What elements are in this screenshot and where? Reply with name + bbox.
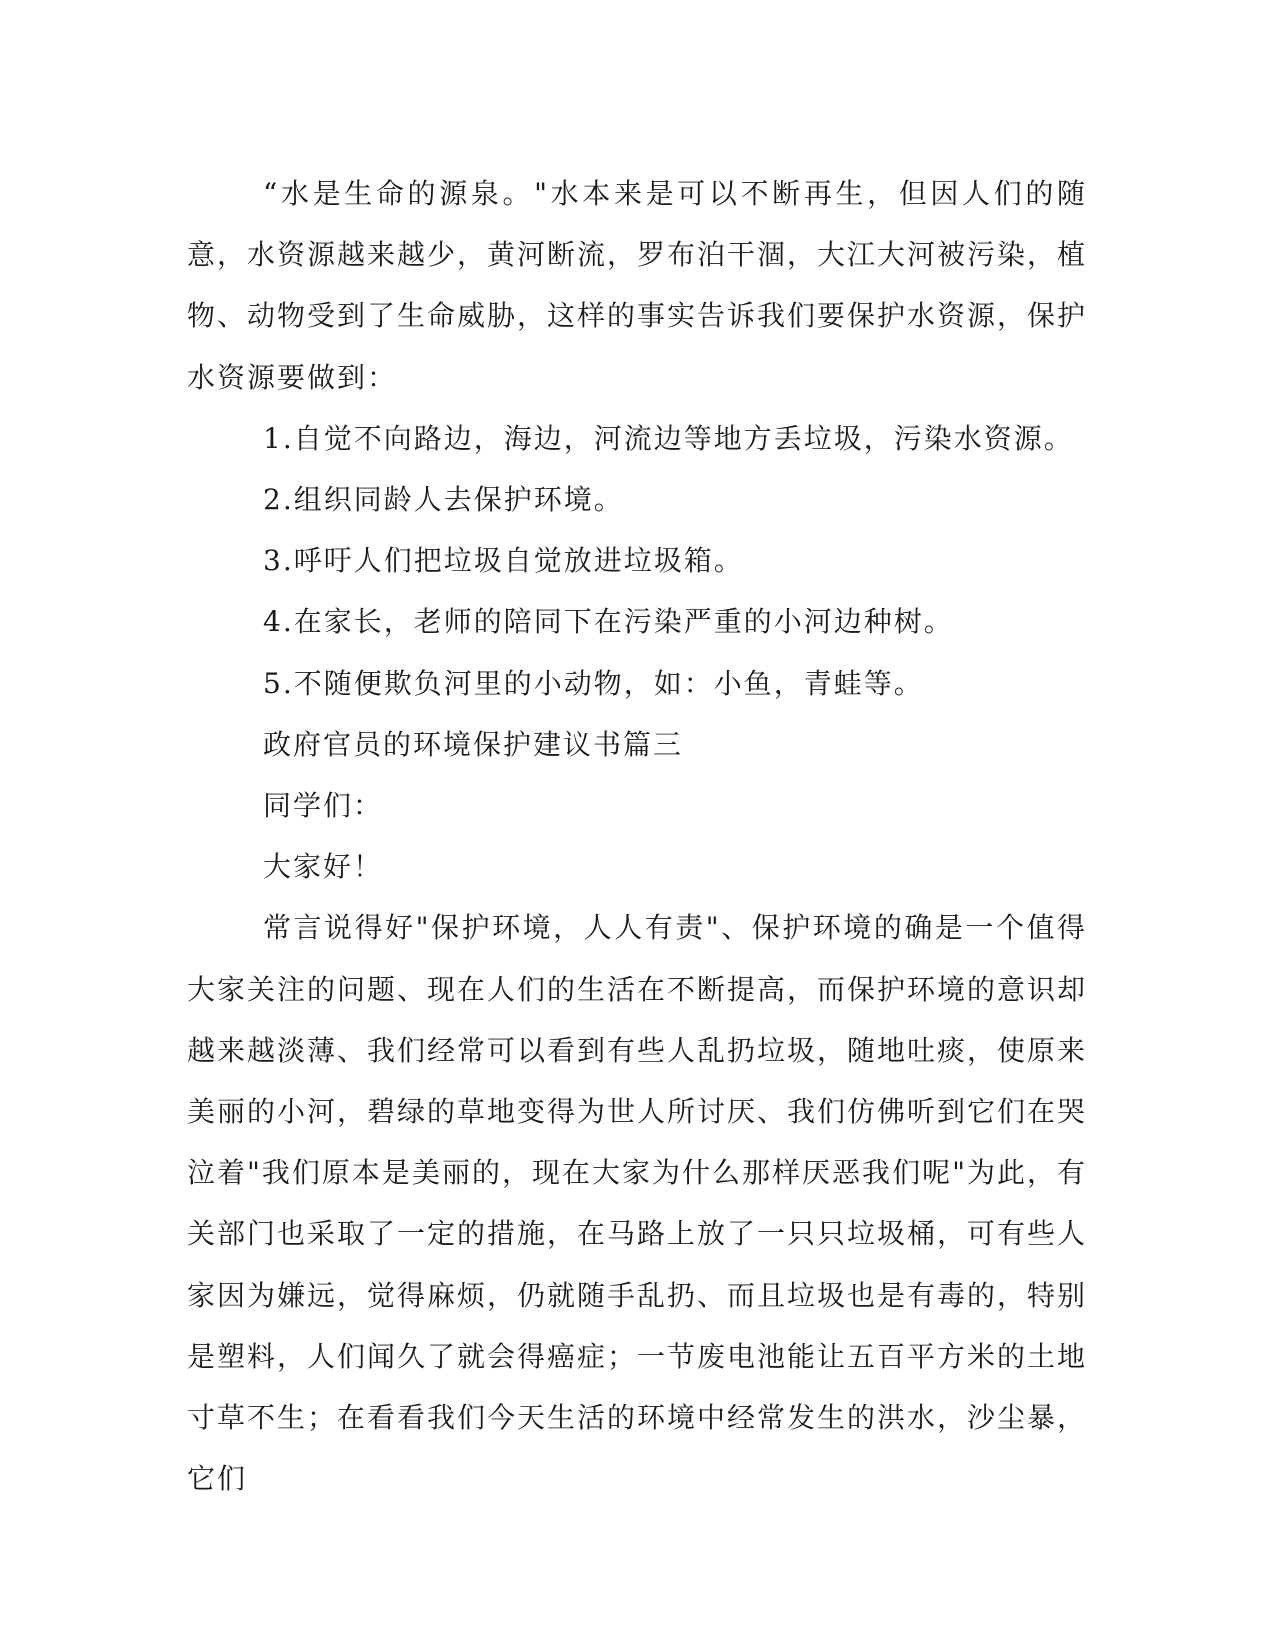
salutation: 同学们： [263, 789, 384, 823]
list-item-5: 5.不随便欺负河里的小动物，如：小鱼，青蛙等。 [263, 666, 924, 700]
list-item-3: 3.呼吁人们把垃圾自觉放进垃圾箱。 [263, 544, 744, 578]
list-item-4: 4.在家长，老师的陪同下在污染严重的小河边种树。 [263, 605, 954, 639]
section-heading: 政府官员的环境保护建议书篇三 [263, 727, 684, 761]
list-item-1: 1.自觉不向路边，海边，河流边等地方丢垃圾，污染水资源。 [263, 421, 1074, 455]
paragraph-protect-environment: 常言说得好"保护环境，人人有责"、保护环境的确是一个值得大家关注的问题、现在人们的生活在不断提高，而保护环境的意识却越来越淡薄、我们经常可以看到有些人乱扔垃圾，随地吐痰，使原来美丽的小河，碧绿的草地变得为世人所讨厌、我们仿佛听到它们在哭泣着"我们原本是美丽的，现在大家为什么那样厌恶我们呢"为此，有关部门也采取了一定的措施，在马路上放了一只只垃圾桶，可有些人家因为嫌远，觉得麻烦，仍就随手乱扔、而且垃圾也是有毒的，特别是塑料，人们闻久了就会得癌症；一节废电池能让五百平方米的土地寸草不生；在看看我们今天生活的环境中经常发生的洪水，沙尘暴，它们 [187, 911, 1088, 1496]
paragraph-water-source: “水是生命的源泉。"水本来是可以不断再生，但因人们的随意，水资源越来越少，黄河断流，罗布泊干涸，大江大河被污染，植物、动物受到了生命威胁，这样的事实告诉我们要保护水资源，保护水资源要做到： [187, 177, 1088, 394]
document-body [187, 163, 1087, 1509]
list-item-2: 2.组织同龄人去保护环境。 [263, 483, 624, 517]
greeting: 大家好！ [263, 850, 384, 884]
